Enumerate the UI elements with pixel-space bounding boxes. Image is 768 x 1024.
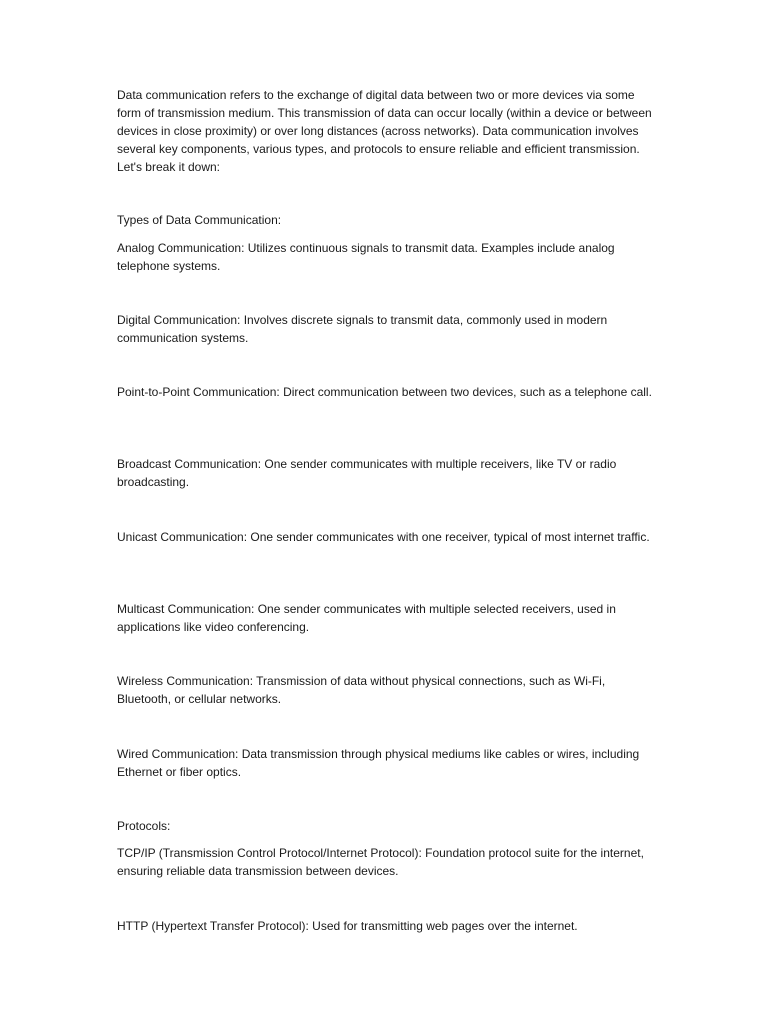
type-wired-paragraph: Wired Communication: Data transmission through physical mediums like cables or wires, including Ethernet or fiber optics. bbox=[117, 747, 640, 779]
type-broadcast-paragraph: Broadcast Communication: One sender communicates with multiple receivers, like TV or radio broadcasting. bbox=[117, 457, 617, 489]
type-digital-paragraph: Digital Communication: Involves discrete signals to transmit data, commonly used in modern communication systems. bbox=[117, 313, 608, 345]
type-wireless-paragraph: Wireless Communication: Transmission of data without physical connections, such as Wi-Fi, Bluetooth, or cellular networks. bbox=[117, 674, 606, 706]
types-heading: Types of Data Communication: bbox=[117, 213, 282, 227]
type-multicast-paragraph: Multicast Communication: One sender communicates with multiple selected receivers, used in applications like video conferencing. bbox=[117, 602, 616, 634]
type-unicast-paragraph: Unicast Communication: One sender communicates with one receiver, typical of most internet traffic. bbox=[117, 530, 650, 544]
protocol-http-paragraph: HTTP (Hypertext Transfer Protocol): Used for transmitting web pages over the internet. bbox=[117, 919, 578, 933]
protocols-heading: Protocols: bbox=[117, 819, 171, 833]
intro-paragraph: Data communication refers to the exchange of digital data between two or more devices via some form of transmission medium. This transmission of data can occur locally (within a device or between devices in close proximity) or over long distances (across networks). Data communication involves several key components, various types, and protocols to ensure reliable and efficient transmission. Let's break it down: bbox=[117, 88, 652, 174]
type-point-to-point-paragraph: Point-to-Point Communication: Direct communication between two devices, such as a telephone call. bbox=[117, 385, 652, 399]
type-analog-paragraph: Analog Communication: Utilizes continuous signals to transmit data. Examples include analog telephone systems. bbox=[117, 241, 615, 273]
protocol-tcpip-paragraph: TCP/IP (Transmission Control Protocol/Internet Protocol): Foundation protocol suite for the internet, ensuring reliable data transmission between devices. bbox=[117, 846, 644, 878]
